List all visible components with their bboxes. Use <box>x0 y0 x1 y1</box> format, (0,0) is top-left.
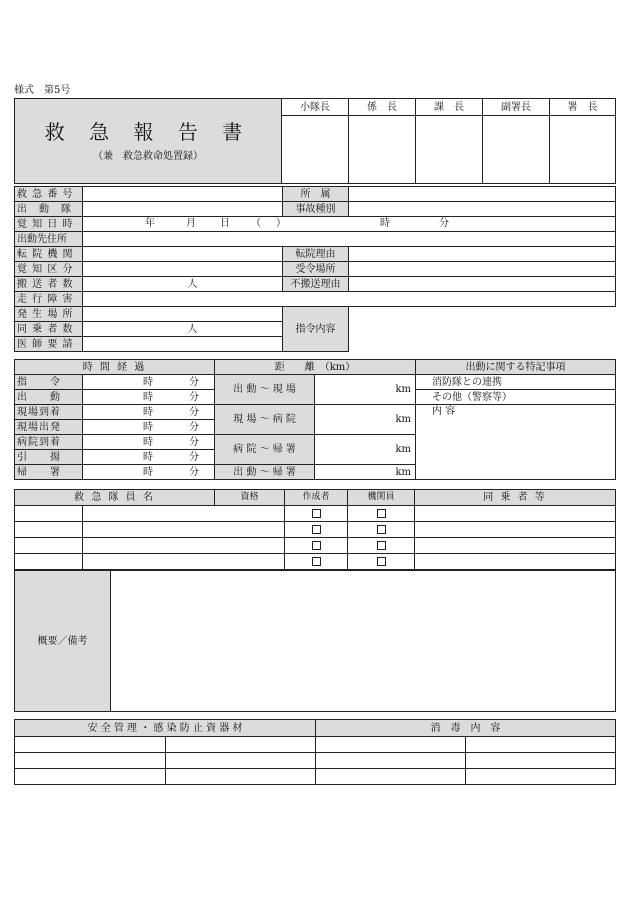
unit-min-3: 分 <box>189 406 199 418</box>
page-subtitle: （兼 救急救命処置録） <box>93 150 203 162</box>
field-non-transport-reason[interactable] <box>349 277 616 292</box>
safety-cell-1a[interactable] <box>15 737 166 753</box>
summary-block <box>14 570 616 712</box>
timeline-field-hospital-arrival[interactable] <box>83 435 215 450</box>
label-case-number: 救 急 番 号 <box>15 187 83 202</box>
label-non-transport-reason: 不搬送理由 <box>283 277 349 292</box>
distance-label-3: 病 院 ～ 帰 署 <box>215 435 315 465</box>
timeline-field-arrival[interactable] <box>83 405 215 420</box>
distance-label-4: 出 動 ～ 帰 署 <box>215 465 315 480</box>
unit-min-7: 分 <box>189 466 199 478</box>
unit-min-5: 分 <box>189 436 199 448</box>
unit-hour-6: 時 <box>143 451 153 463</box>
safety-cell-2b[interactable] <box>166 753 316 769</box>
crew-engineer-check-3[interactable] <box>348 538 415 554</box>
distance-field-4[interactable] <box>315 465 416 480</box>
timeline-block <box>14 359 616 480</box>
timeline-header: 時 間 経 過 <box>15 360 215 375</box>
label-transfer-reason: 転院理由 <box>283 247 349 262</box>
label-notice-datetime: 覚 知 日 時 <box>15 217 83 232</box>
crew-name-3[interactable] <box>83 538 285 554</box>
field-doctor-request[interactable] <box>83 337 283 352</box>
distance-header: 距 離 （km） <box>215 360 416 375</box>
label-doctor-request: 医 師 要 請 <box>15 337 83 352</box>
timeline-label-departure: 現場出発 <box>15 420 83 435</box>
unit-min-4: 分 <box>189 421 199 433</box>
companion-3[interactable] <box>415 538 616 554</box>
label-order-place: 受令場所 <box>283 262 349 277</box>
form-label: 様式 第5号 <box>14 85 71 96</box>
crew-role-2[interactable] <box>15 522 83 538</box>
label-incident-location: 発 生 場 所 <box>15 307 83 322</box>
field-driving-obstacle[interactable] <box>83 292 616 307</box>
unit-person-2: 人 <box>187 323 198 335</box>
unit-hour-1: 時 <box>143 376 153 388</box>
approval-header-3: 課 長 <box>416 99 483 116</box>
field-order-place[interactable] <box>349 262 616 277</box>
disinfect-cell-3a[interactable] <box>316 769 466 785</box>
timeline-label-hospital-arrival: 病院到着 <box>15 435 83 450</box>
field-transported-count[interactable] <box>83 277 283 292</box>
field-affiliation[interactable] <box>349 187 616 202</box>
field-notice-datetime[interactable] <box>83 217 616 232</box>
timeline-label-order: 指 令 <box>15 375 83 390</box>
field-transfer-hospital[interactable] <box>83 247 283 262</box>
page-title: 救 急 報 告 書 <box>44 119 252 144</box>
timeline-label-return: 帰 署 <box>15 465 83 480</box>
approval-stamp-3[interactable] <box>416 116 483 184</box>
disinfect-cell-1b[interactable] <box>466 737 616 753</box>
field-incident-location[interactable] <box>83 307 283 322</box>
checkbox-author-4[interactable] <box>312 557 321 566</box>
unit-km-1: km <box>395 384 412 395</box>
crew-name-1[interactable] <box>83 506 285 522</box>
disinfect-cell-1a[interactable] <box>316 737 466 753</box>
unit-day: 日 <box>220 218 230 229</box>
disinfect-cell-2b[interactable] <box>466 753 616 769</box>
special-item-content-label: 内 容 <box>432 406 456 417</box>
field-companion-count[interactable] <box>83 322 283 337</box>
crew-block <box>14 489 616 570</box>
special-item-fire-cooperation: 消防隊との連携 <box>416 375 616 390</box>
unit-hour-4: 時 <box>143 421 153 433</box>
field-case-number[interactable] <box>83 187 283 202</box>
crew-author-check-4[interactable] <box>285 554 348 570</box>
crew-author-check-3[interactable] <box>285 538 348 554</box>
crew-engineer-check-4[interactable] <box>348 554 415 570</box>
special-header: 出動に関する特記事項 <box>416 360 616 375</box>
approval-stamp-1[interactable] <box>282 116 349 184</box>
unit-km-2: km <box>395 414 412 425</box>
unit-paren-open: （ <box>251 218 261 229</box>
checkbox-author-3[interactable] <box>312 541 321 550</box>
unit-minute: 分 <box>439 218 449 229</box>
approval-header-4: 副署長 <box>483 99 550 116</box>
approval-header-2: 係 長 <box>349 99 416 116</box>
timeline-field-withdraw[interactable] <box>83 450 215 465</box>
unit-hour-7: 時 <box>143 466 153 478</box>
special-item-police: その他（警察等） <box>416 390 616 405</box>
checkbox-engineer-2[interactable] <box>377 525 386 534</box>
label-transported-count: 搬 送 者 数 <box>15 277 83 292</box>
timeline-field-departure[interactable] <box>83 420 215 435</box>
safety-cell-2a[interactable] <box>15 753 166 769</box>
field-transfer-reason[interactable] <box>349 247 616 262</box>
unit-hour-5: 時 <box>143 436 153 448</box>
companion-1[interactable] <box>415 506 616 522</box>
special-content[interactable] <box>416 405 616 480</box>
disinfect-cell-3b[interactable] <box>466 769 616 785</box>
crew-author-check-1[interactable] <box>285 506 348 522</box>
label-driving-obstacle: 走 行 障 害 <box>15 292 83 307</box>
safety-equipment-header: 安 全 管 理 ・ 感 染 防 止 資 器 材 <box>15 720 316 737</box>
field-dispatch-address[interactable] <box>83 232 616 247</box>
header-block <box>14 98 616 184</box>
checkbox-engineer-1[interactable] <box>377 509 386 518</box>
unit-min-6: 分 <box>189 451 199 463</box>
unit-km-3: km <box>395 444 412 455</box>
crew-role-4[interactable] <box>15 554 83 570</box>
crew-engineer-check-2[interactable] <box>348 522 415 538</box>
bottom-block <box>14 719 616 785</box>
companions-header: 同 乗 者 等 <box>415 490 616 506</box>
label-order-content: 指令内容 <box>283 307 349 352</box>
unit-person: 人 <box>187 278 198 290</box>
field-dispatch-unit[interactable] <box>83 202 283 217</box>
safety-cell-3b[interactable] <box>166 769 316 785</box>
label-dispatch-address: 出動先住所 <box>15 232 83 247</box>
distance-label-1: 出 動 ～ 現 場 <box>215 375 315 405</box>
field-order-content[interactable] <box>349 307 616 352</box>
label-dispatch-unit: 出 動 隊 <box>15 202 83 217</box>
timeline-label-withdraw: 引 揚 <box>15 450 83 465</box>
crew-author-check-2[interactable] <box>285 522 348 538</box>
label-accident-type: 事故種別 <box>283 202 349 217</box>
crew-engineer-header: 機関員 <box>348 490 415 506</box>
field-notice-category[interactable] <box>83 262 283 277</box>
field-accident-type[interactable] <box>349 202 616 217</box>
companion-4[interactable] <box>415 554 616 570</box>
checkbox-author-2[interactable] <box>312 525 321 534</box>
crew-name-4[interactable] <box>83 554 285 570</box>
companion-2[interactable] <box>415 522 616 538</box>
unit-year: 年 <box>145 218 155 229</box>
distance-field-1[interactable] <box>315 375 416 405</box>
distance-label-2: 現 場 ～ 病 院 <box>215 405 315 435</box>
safety-cell-1b[interactable] <box>166 737 316 753</box>
crew-author-header: 作成者 <box>285 490 348 506</box>
distance-field-3[interactable] <box>315 435 416 465</box>
approval-stamp-4[interactable] <box>483 116 550 184</box>
checkbox-engineer-3[interactable] <box>377 541 386 550</box>
unit-paren-close: ） <box>276 218 286 229</box>
unit-hour-3: 時 <box>143 406 153 418</box>
timeline-field-return[interactable] <box>83 465 215 480</box>
checkbox-engineer-4[interactable] <box>377 557 386 566</box>
approval-stamp-5[interactable] <box>550 116 616 184</box>
summary-label: 概要／備考 <box>15 571 111 712</box>
info-block <box>14 186 616 352</box>
crew-header: 救 急 隊 員 名 <box>15 490 215 506</box>
safety-cell-3a[interactable] <box>15 769 166 785</box>
approval-stamp-2[interactable] <box>349 116 416 184</box>
checkbox-author-1[interactable] <box>312 509 321 518</box>
label-transfer-hospital: 転 院 機 関 <box>15 247 83 262</box>
unit-min-2: 分 <box>189 391 199 403</box>
unit-min-1: 分 <box>189 376 199 388</box>
timeline-label-dispatch: 出 動 <box>15 390 83 405</box>
crew-role-1[interactable] <box>15 506 83 522</box>
crew-role-3[interactable] <box>15 538 83 554</box>
disinfect-cell-2a[interactable] <box>316 753 466 769</box>
unit-km-4: km <box>395 466 412 478</box>
disinfection-header: 消 毒 内 容 <box>316 720 616 737</box>
crew-engineer-check-1[interactable] <box>348 506 415 522</box>
unit-hour-2: 時 <box>143 391 153 403</box>
approval-header-1: 小隊長 <box>282 99 349 116</box>
crew-name-2[interactable] <box>83 522 285 538</box>
timeline-label-arrival: 現場到着 <box>15 405 83 420</box>
title-cell <box>15 99 282 184</box>
label-affiliation: 所 属 <box>283 187 349 202</box>
distance-field-2[interactable] <box>315 405 416 435</box>
label-notice-category: 覚 知 区 分 <box>15 262 83 277</box>
timeline-field-order[interactable] <box>83 375 215 390</box>
approval-header-5: 署 長 <box>550 99 616 116</box>
crew-qual-header: 資格 <box>215 490 285 506</box>
summary-field[interactable] <box>111 571 616 712</box>
unit-hour: 時 <box>380 218 390 229</box>
unit-month: 月 <box>186 218 196 229</box>
label-companion-count: 同 乗 者 数 <box>15 322 83 337</box>
timeline-field-dispatch[interactable] <box>83 390 215 405</box>
